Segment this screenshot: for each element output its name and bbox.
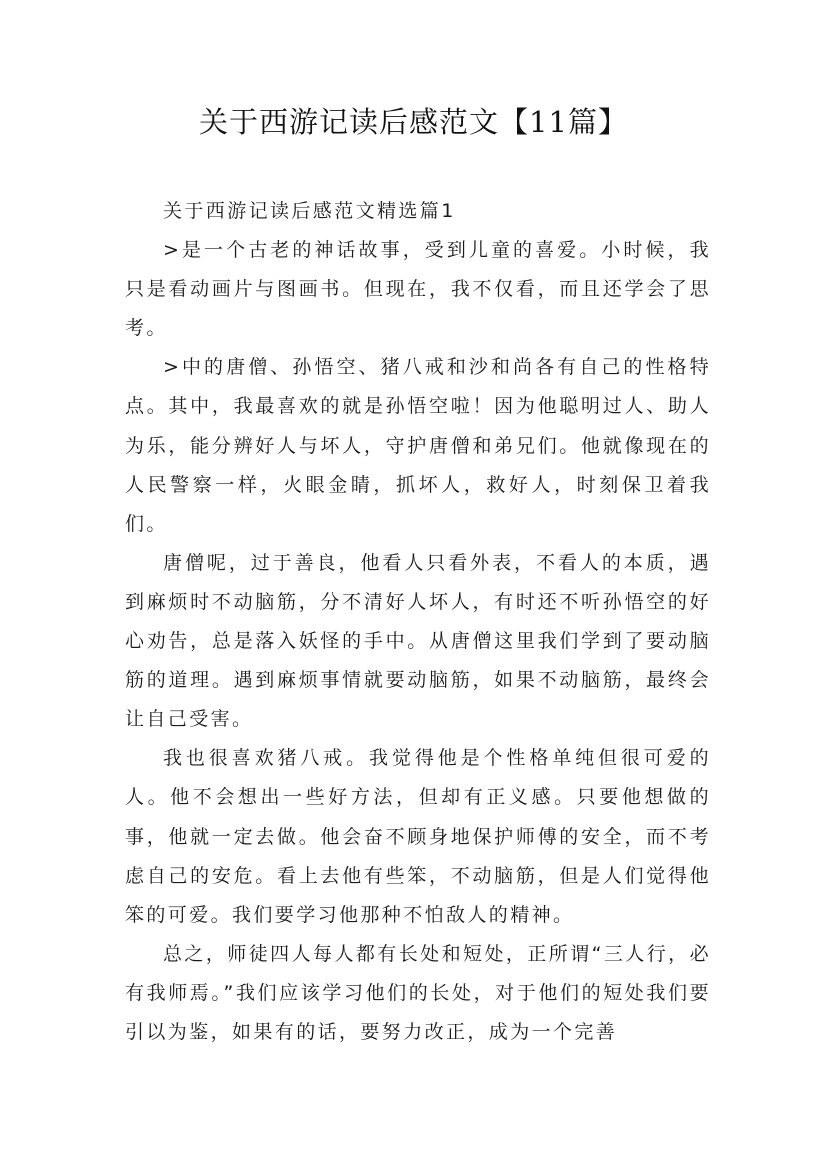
section-heading: 关于西游记读后感范文精选篇1 xyxy=(163,200,456,222)
paragraph: >中的唐僧、孙悟空、猪八戒和沙和尚各有自己的性格特点。其中，我最喜欢的就是孙悟空啦！因为他聪明过人、助人为乐，能分辨好人与坏人，守护唐僧和弟兄们。他就像现在的人民警察一样，火眼金睛，抓坏人，救好人，时刻保卫着我们。 xyxy=(125,356,711,535)
document-title: 关于西游记读后感范文【11篇】 xyxy=(199,105,628,139)
paragraph: 唐僧呢，过于善良，他看人只看外表，不看人的本质，遇到麻烦时不动脑筋，分不清好人坏人，有时还不听孙悟空的好心劝告，总是落入妖怪的手中。从唐僧这里我们学到了要动脑筋的道理。遇到麻烦事情就要动脑筋，如果不动脑筋，最终会让自己受害。 xyxy=(125,551,711,731)
paragraph: 我也很喜欢猪八戒。我觉得他是个性格单纯但很可爱的人。他不会想出一些好方法，但却有正义感。只要他想做的事，他就一定去做。他会奋不顾身地保护师傅的安全，而不考虑自己的安危。看上去他有些笨，不动脑筋，但是人们觉得他笨的可爱。我们要学习他那种不怕敌人的精神。 xyxy=(125,747,711,926)
paragraph: >是一个古老的神话故事，受到儿童的喜爱。小时候，我只是看动画片与图画书。但现在，我不仅看，而且还学会了思考。 xyxy=(125,239,711,340)
document-body xyxy=(125,192,711,1052)
paragraph: 总之，师徒四人每人都有长处和短处，正所谓“三人行，必有我师焉。”我们应该学习他们的长处，对于他们的短处我们要引以为鉴，如果有的话，要努力改正，成为一个完善 xyxy=(125,942,711,1043)
